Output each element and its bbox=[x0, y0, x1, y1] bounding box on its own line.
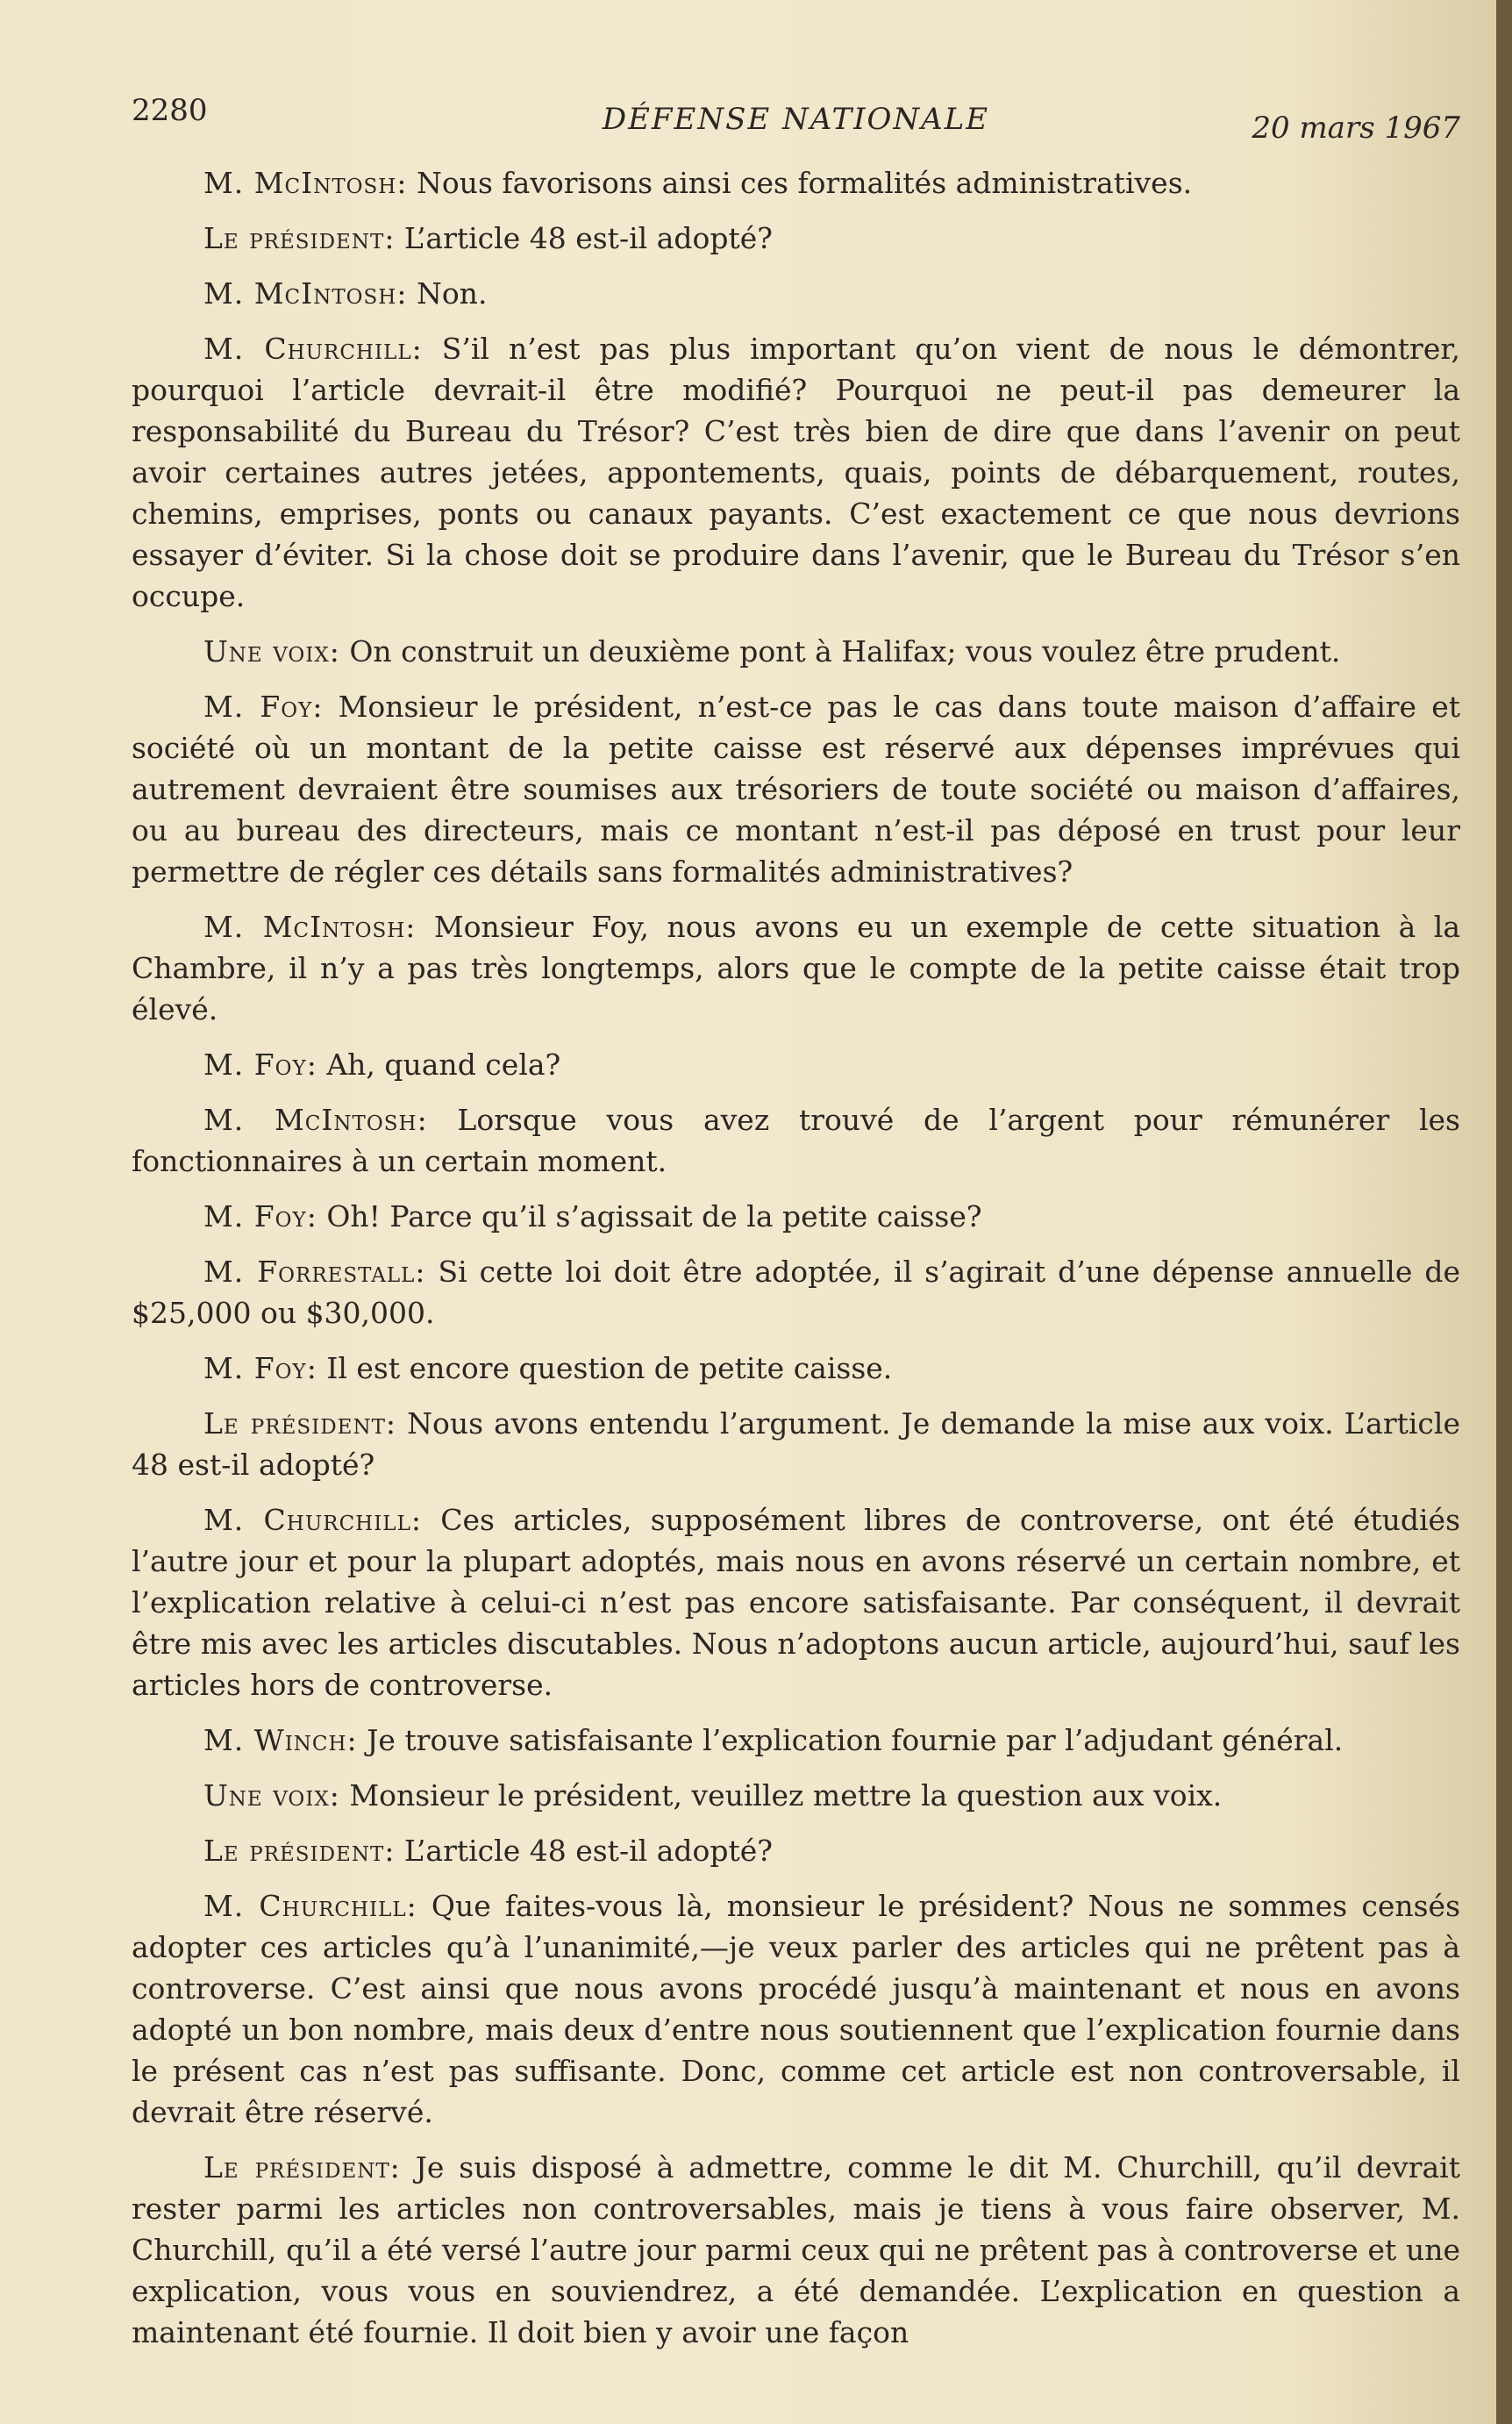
speaker-name: M. McIntosh: bbox=[203, 1103, 428, 1137]
running-title: DÉFENSE NATIONALE bbox=[602, 102, 990, 137]
paragraph-text: Oh! Parce qu’il s’agissait de la petite caisse? bbox=[317, 1199, 982, 1233]
paragraph bbox=[132, 1775, 1460, 1816]
speaker-name: M. McIntosh: bbox=[203, 910, 417, 944]
paragraph bbox=[132, 1499, 1460, 1705]
speaker-name: Le président: bbox=[203, 2150, 401, 2184]
page-header bbox=[132, 88, 1460, 146]
paragraph bbox=[132, 1348, 1460, 1389]
paragraph bbox=[132, 2147, 1460, 2353]
paragraph-text: Non. bbox=[407, 276, 488, 311]
paragraph bbox=[132, 328, 1460, 617]
speaker-name: M. Foy: bbox=[203, 1199, 317, 1233]
paragraph-text: Ces articles, supposément libres de controverse, ont été étudiés l’autre jour et pour la plupart adoptés, mais nous en avons réservé un certain nombre, et l’explication relative à celui-ci n’est pas encore satisfaisante. Par conséquent, il devrait être mis avec les articles discutables. Nous n’adoptons aucun article, aujourd’hui, sauf les articles hors de controverse. bbox=[132, 1503, 1461, 1702]
paragraph-text: S’il n’est pas plus important qu’on vient de nous le démontrer, pourquoi l’article devrait-il être modifié? Pourquoi ne peut-il pas demeurer la responsabilité du Bureau du Trésor? C’est très bien de dire que dans l’avenir on peut avoir certaines autres jetées, appontements, quais, points de débarquement, routes, chemins, emprises, ponts ou canaux payants. C’est exactement ce que nous devrions essayer d’éviter. Si la chose doit se produire dans l’avenir, que le Bureau du Trésor s’en occupe. bbox=[132, 332, 1460, 613]
speaker-name: Une voix: bbox=[203, 1778, 340, 1813]
paragraph bbox=[132, 1885, 1460, 2133]
speaker-name: Une voix: bbox=[203, 634, 340, 669]
paragraph-text: Nous avons entendu l’argument. Je demande la mise aux voix. L’article 48 est-il adopté? bbox=[132, 1406, 1460, 1482]
paragraph bbox=[132, 1720, 1460, 1761]
paragraph bbox=[132, 1099, 1460, 1182]
paragraph-text: Nous favorisons ainsi ces formalités administratives. bbox=[407, 166, 1193, 200]
speaker-name: M. Foy: bbox=[203, 1048, 317, 1082]
paragraph bbox=[132, 631, 1460, 672]
paragraph-text: Lorsque vous avez trouvé de l’argent pour rémunérer les fonctionnaires à un certain moment. bbox=[132, 1103, 1460, 1178]
paragraph bbox=[132, 1196, 1460, 1237]
paragraph-text: L’article 48 est-il adopté? bbox=[395, 221, 773, 255]
paragraph-text: Je trouve satisfaisante l’explication fournie par l’adjudant général. bbox=[357, 1723, 1344, 1757]
paragraph bbox=[132, 1044, 1460, 1085]
paragraph-text: On construit un deuxième pont à Halifax; vous voulez être prudent. bbox=[339, 634, 1341, 669]
speaker-name: M. Forrestall: bbox=[203, 1255, 426, 1289]
speaker-name: Le président: bbox=[203, 1834, 396, 1868]
paragraph-text: L’article 48 est-il adopté? bbox=[395, 1834, 773, 1868]
paragraph-text: Que faites-vous là, monsieur le président? Nous ne sommes censés adopter ces articles qu’à l’unanimité,—je veux parler des articles qui ne prêtent pas à controverse. C’est ainsi que nous avons procédé jusqu’à maintenant et nous en avons adopté un bon nombre, mais deux d’entre nous soutiennent que l’explication fournie dans le présent cas n’est pas suffisante. Donc, comme cet article est non controversable, il devrait être réservé. bbox=[132, 1889, 1460, 2129]
paragraph-text: Je suis disposé à admettre, comme le dit M. Churchill, qu’il devrait rester parmi les articles non controversables, mais je tiens à vous faire observer, M. Churchill, qu’il a été versé l’autre jour parmi ceux qui ne prêtent pas à controverse et une explication, vous vous en souviendrez, a été demandée. L’explication en question a maintenant été fournie. Il doit bien y avoir une façon bbox=[132, 2150, 1460, 2349]
speaker-name: M. Churchill: bbox=[203, 332, 423, 366]
speaker-name: Le président: bbox=[203, 221, 396, 255]
paragraph bbox=[132, 1403, 1460, 1485]
speaker-name: M. Foy: bbox=[203, 1351, 317, 1385]
paragraph-text: Monsieur Foy, nous avons eu un exemple de cette situation à la Chambre, il n’y a pas très longtemps, alors que le compte de la petite caisse était trop élevé. bbox=[132, 910, 1460, 1026]
speaker-name: M. Churchill: bbox=[203, 1889, 417, 1923]
page-number: 2280 bbox=[132, 93, 208, 128]
paragraph bbox=[132, 1830, 1460, 1871]
paragraph bbox=[132, 686, 1460, 892]
paragraph bbox=[132, 273, 1460, 314]
paragraph-text: Monsieur le président, n’est-ce pas le cas dans toute maison d’affaire et société où un montant de la petite caisse est réservé aux dépenses imprévues qui autrement devraient être soumises aux trésoriers de toute société ou maison d’affaires, ou au bureau des directeurs, mais ce montant n’est-il pas déposé en trust pour leur permettre de régler ces détails sans formalités administratives? bbox=[132, 690, 1460, 889]
paragraph-text: Il est encore question de petite caisse. bbox=[317, 1351, 893, 1385]
paragraph-text: Monsieur le président, veuillez mettre la question aux voix. bbox=[339, 1778, 1223, 1813]
header-date: 20 mars 1967 bbox=[1252, 111, 1460, 146]
paragraph-text: Ah, quand cela? bbox=[317, 1048, 561, 1082]
speaker-name: M. McIntosh: bbox=[203, 166, 408, 200]
paragraph bbox=[132, 906, 1460, 1030]
transcript-body bbox=[132, 162, 1460, 2367]
page-edge-shadow bbox=[1496, 0, 1512, 2424]
speaker-name: M. Winch: bbox=[203, 1723, 358, 1757]
speaker-name: M. Churchill: bbox=[203, 1503, 422, 1537]
speaker-name: M. Foy: bbox=[203, 690, 324, 724]
paragraph-text: Si cette loi doit être adoptée, il s’agirait d’une dépense annuelle de $25,000 ou $30,000. bbox=[132, 1255, 1460, 1330]
paragraph bbox=[132, 218, 1460, 259]
speaker-name: Le président: bbox=[203, 1406, 397, 1441]
paragraph bbox=[132, 1251, 1460, 1334]
speaker-name: M. McIntosh: bbox=[203, 276, 408, 311]
paragraph bbox=[132, 162, 1460, 204]
